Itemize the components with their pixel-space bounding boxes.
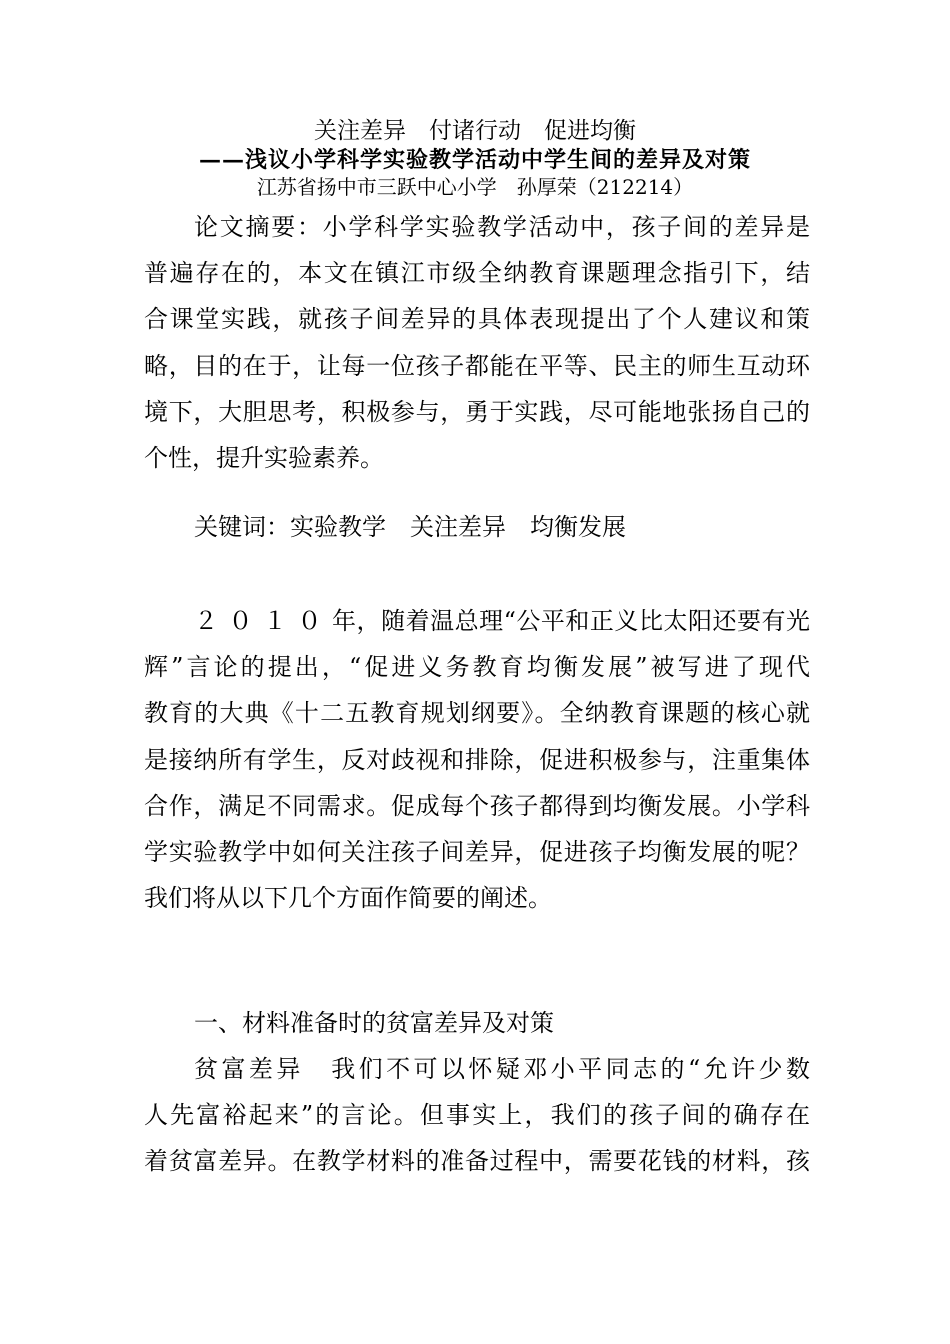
abstract-line: 境下，大胆思考，积极参与，勇于实践，尽可能地张扬自己的 xyxy=(144,397,810,426)
intro-line: 是接纳所有学生，反对歧视和排除，促进积极参与，注重集体 xyxy=(144,745,810,774)
section-line: 人先富裕起来”的言论。但事实上，我们的孩子间的确存在 xyxy=(144,1101,810,1130)
section-heading: 一、材料准备时的贫富差异及对策 xyxy=(194,1009,554,1037)
intro-line: 辉”言论的提出，“促进义务教育均衡发展”被写进了现代 xyxy=(144,653,810,682)
intro-line: 合作，满足不同需求。促成每个孩子都得到均衡发展。小学科 xyxy=(144,791,810,820)
section-line: 贫富差异 我们不可以怀疑邓小平同志的“允许少数 xyxy=(194,1055,810,1083)
intro-year: ２０１０ xyxy=(194,607,333,635)
abstract-line: 普遍存在的，本文在镇江市级全纳教育课题理念指引下，结 xyxy=(144,259,810,288)
intro-line: 我们将从以下几个方面作简要的阐述。 xyxy=(144,884,552,913)
intro-line: 学实验教学中如何关注孩子间差异，促进孩子均衡发展的呢？ xyxy=(144,837,810,866)
author-line: 江苏省扬中市三跃中心小学 孙厚荣（212214） xyxy=(256,175,694,199)
intro-line xyxy=(144,598,810,644)
keywords-paragraph xyxy=(144,504,810,550)
intro-line: 教育的大典《十二五教育规划纲要》。全纳教育课题的核心就 xyxy=(144,699,810,728)
intro-line-text: 年，随着温总理“公平和正义比太阳还要有光 xyxy=(332,607,810,635)
intro-paragraph xyxy=(144,598,810,921)
keywords-line: 关键词：实验教学 关注差异 均衡发展 xyxy=(194,513,626,541)
abstract-paragraph xyxy=(144,204,810,481)
abstract-line: 论文摘要：小学科学实验教学活动中，孩子间的差异是 xyxy=(194,213,810,241)
paper-title: 关注差异 付诸行动 促进均衡 xyxy=(314,118,636,144)
abstract-line: 合课堂实践，就孩子间差异的具体表现提出了个人建议和策 xyxy=(144,305,810,334)
section-paragraph xyxy=(144,1046,810,1185)
paper-subtitle: ——浅议小学科学实验教学活动中学生间的差异及对策 xyxy=(198,147,751,173)
abstract-line: 略，目的在于，让每一位孩子都能在平等、民主的师生互动环 xyxy=(144,351,810,380)
section-line: 着贫富差异。在教学材料的准备过程中，需要花钱的材料，孩 xyxy=(144,1147,810,1176)
section-heading-block xyxy=(144,1000,810,1046)
abstract-line: 个性，提升实验素养。 xyxy=(144,443,384,472)
